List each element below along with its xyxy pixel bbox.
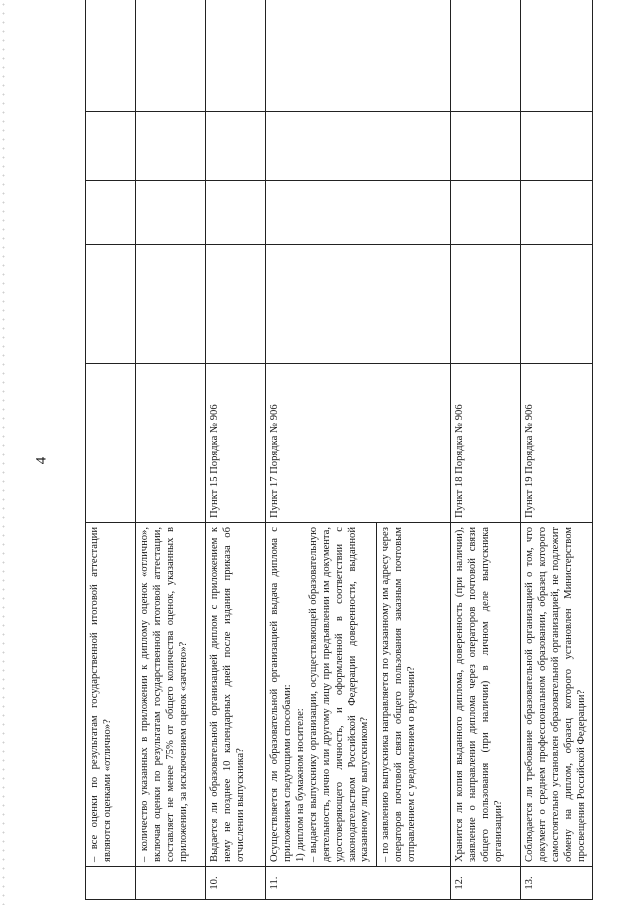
answer-cell xyxy=(86,245,136,364)
question-text: 1) диплом на бумажном носителе: xyxy=(294,708,306,862)
note-cell xyxy=(451,0,521,112)
reference-cell: Пункт 15 Порядка № 906 xyxy=(206,364,266,523)
answer-cell xyxy=(206,245,266,364)
rotated-page xyxy=(85,55,590,900)
question-text: Осуществляется ли образовательной организацией выдача диплома с приложением следующими способами: xyxy=(269,527,293,862)
row-number xyxy=(136,867,206,900)
row-number: 10. xyxy=(206,867,266,900)
reference-cell: Пункт 18 Порядка № 906 xyxy=(451,364,521,523)
table-row xyxy=(206,0,266,900)
question-cell: – все оценки по результатам государственной итоговой аттестации являются оценками «отлично»? xyxy=(86,523,136,867)
note-cell xyxy=(206,0,266,112)
question-cell xyxy=(266,523,451,867)
note-cell xyxy=(521,0,593,112)
row-number xyxy=(86,867,136,900)
reference-cell xyxy=(136,364,206,523)
answer-cell xyxy=(136,181,206,245)
answer-cell xyxy=(136,245,206,364)
note-cell xyxy=(136,0,206,112)
table-row xyxy=(86,0,136,900)
answer-cell xyxy=(451,112,521,181)
question-cell: – количество указанных в приложении к диплому оценок «отлично», включая оценки по результатам государственной итоговой аттестации, составляет не менее 75% от общего количества оценок, указанных в приложении, за исключением оценок «зачтено»? xyxy=(136,523,206,867)
question-text: – по заявлению выпускника направляется по указанному им адресу через операторов почтовой связи общего пользования заказным почтовым отправлением с уведомлением о вручении? xyxy=(376,523,419,866)
answer-cell xyxy=(266,245,451,364)
table-row xyxy=(136,0,206,900)
answer-cell xyxy=(86,181,136,245)
note-cell xyxy=(86,0,136,112)
answer-cell xyxy=(521,181,593,245)
page-number: 4 xyxy=(33,456,50,465)
row-number: 13. xyxy=(521,867,593,900)
answer-cell xyxy=(521,112,593,181)
table-row xyxy=(451,0,521,900)
checklist-table xyxy=(85,0,593,900)
question-text: – выдается выпускнику организации, осуществляющей образовательную деятельность, лично или другому лицу при предъявлении им документа, удостоверяющего личность, и оформленной в соответствии с законодательством Российской Федерации доверенности, выданной указанному лицу выпускником? xyxy=(307,527,371,862)
table-row xyxy=(521,0,593,900)
reference-cell xyxy=(86,364,136,523)
reference-cell: Пункт 17 Порядка № 906 xyxy=(266,364,451,523)
answer-cell xyxy=(206,112,266,181)
answer-cell xyxy=(86,112,136,181)
reference-cell: Пункт 19 Порядка № 906 xyxy=(521,364,593,523)
answer-cell xyxy=(266,112,451,181)
answer-cell xyxy=(451,245,521,364)
row-number: 12. xyxy=(451,867,521,900)
answer-cell xyxy=(206,181,266,245)
answer-cell xyxy=(521,245,593,364)
question-cell: Выдается ли образовательной организацией диплом с приложением к нему не позднее 10 календарных дней после издания приказа об отчислении выпускника? xyxy=(206,523,266,867)
answer-cell xyxy=(451,181,521,245)
question-cell: Хранится ли копия выданного диплома, доверенность (при наличии), заявление о направлении диплома через операторов почтовой связи общего пользования (при наличии) в личном деле выпускника организации? xyxy=(451,523,521,867)
question-cell: Соблюдается ли требование образовательной организацией о том, что документ о среднем профессиональном образовании, образец которого самостоятельно установлен образовательной организацией, не подлежит обмену на диплом, образец которого установлен Министерством просвещения Российской Федерации? xyxy=(521,523,593,867)
scan-edge xyxy=(2,0,5,905)
answer-cell xyxy=(136,112,206,181)
answer-cell xyxy=(266,181,451,245)
note-cell xyxy=(266,0,451,112)
row-number: 11. xyxy=(266,867,451,900)
table-row xyxy=(266,0,451,900)
